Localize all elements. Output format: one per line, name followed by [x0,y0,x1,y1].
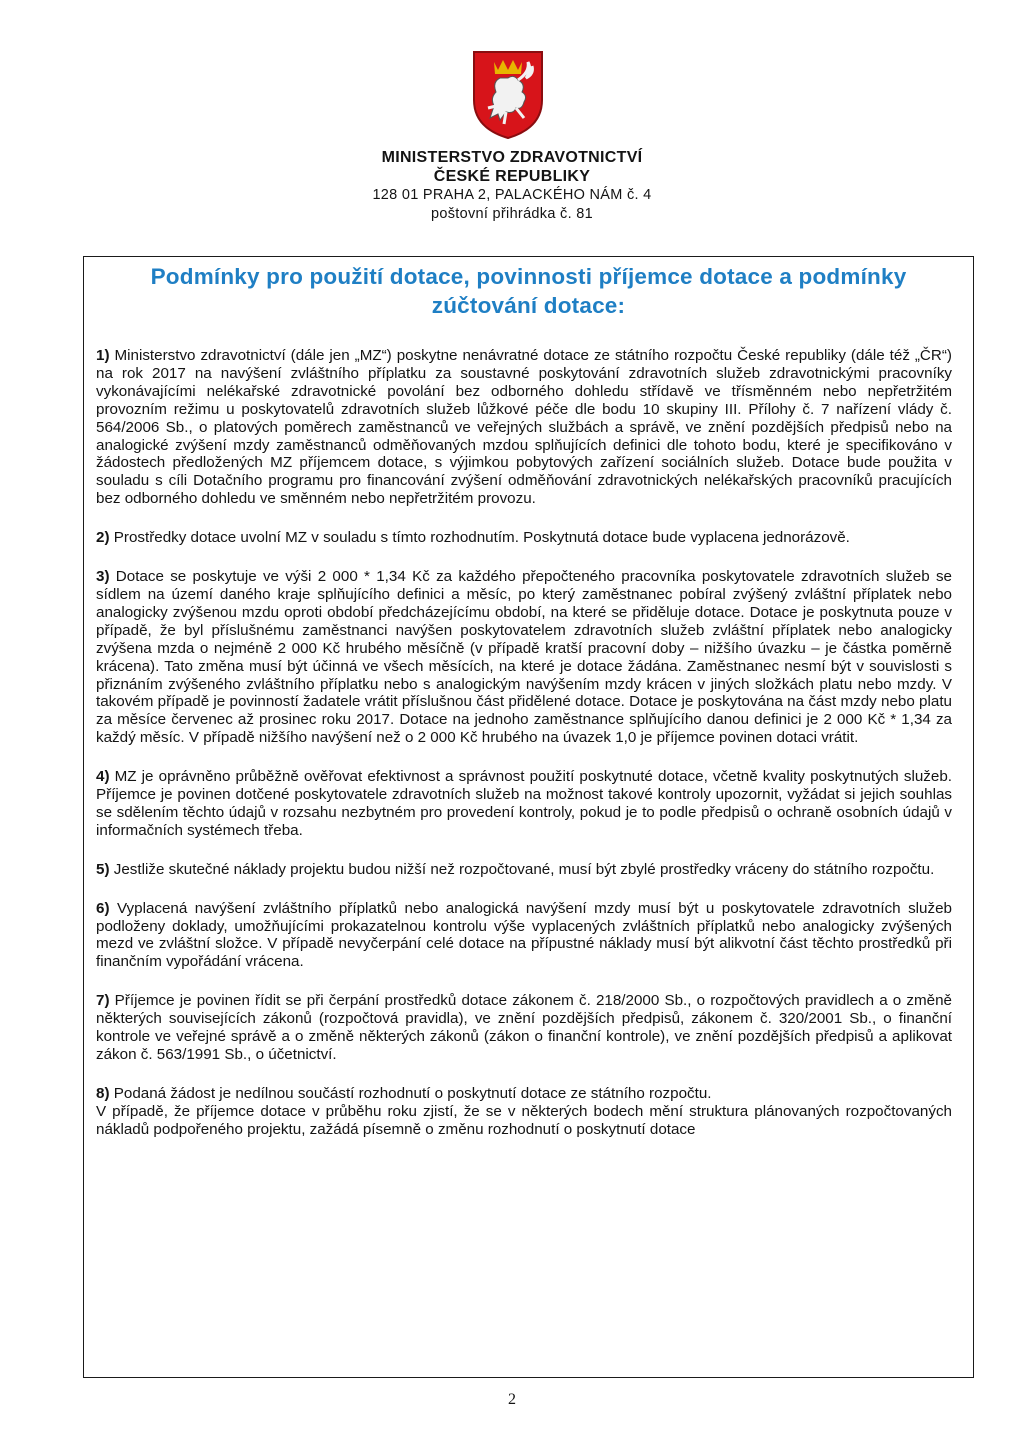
condition-number: 1) [96,347,110,364]
ministry-address: 128 01 PRAHA 2, PALACKÉHO NÁM č. 4 [372,187,652,203]
condition-text: Prostředky dotace uvolní MZ v souladu s tímto rozhodnutím. Poskytnutá dotace bude vyplacena jednorázově. [113,529,850,547]
condition-paragraph [96,992,952,1064]
ministry-po-box: poštovní přihrádka č. 81 [431,206,593,222]
ministry-name: MINISTERSTVO ZDRAVOTNICTVÍ [381,149,643,166]
condition-number: 7) [96,992,110,1010]
condition-paragraph [96,529,952,547]
condition-text: Dotace se poskytuje ve výši 2 000 * 1,34 Kč za každého přepočteného pracovníka poskytovatele zdravotních služeb se sídlem na území daného kraje splňujícího definici a měsíc, po který zaměstnanec pobíral zvýšený zvláštní příplatek nebo analogicky zvýšenou mzdu oproti období předcházejícímu období, na které se přiděluje dotace. Dotace je poskytnuta pouze v případě, že byl příslušnému zaměstnanci navýšen poskytovatelem zdravotních služeb zvláštní příplatek nebo analogicky zvýšena mzda o nejméně 2 000 Kč hrubého měsíčně (v případě kratší pracovní doby – nižšího úvazku – je částka poměrně krácena). Tato změna musí být účinná ve všech měsících, na které je dotace žádána. Zaměstnanec nesmí být v souvislosti s přiznáním zvýšeného zvláštního příplatku nebo s analogickým navýšením mzdy krácen v jiných složkách platu nebo mzdy. V takovém případě je povinností žadatele vrátit příslušnou část přidělené dotace. Dotace je poskytována na část mzdy nebo platu za měsíce červenec až prosinec roku 2017. Dotace na jednoho zaměstnance splňujícího danou definici je 2 000 Kč * 1,34 za každý měsíc. V případě nižšího navýšení než o 2 000 Kč hrubého na úvazek 1,0 je příjemce povinen dotaci vrátit. [96,568,952,747]
page-number: 2 [508,1391,516,1408]
condition-number: 6) [96,899,110,917]
condition-number: 3) [96,568,110,586]
ministry-country: ČESKÉ REPUBLIKY [433,168,591,185]
condition-number: 2) [96,529,110,547]
condition-text: Podaná žádost je nedílnou součástí rozhodnutí o poskytnutí dotace ze státního rozpočtu. [113,1084,712,1102]
condition-text: Jestliže skutečné náklady projektu budou nižší než rozpočtované, musí být zbylé prostředky vráceny do státního rozpočtu. [113,860,935,878]
condition-number: 4) [96,768,110,786]
condition-text: Vyplacená navýšení zvláštního příplatků nebo analogická navýšení mzdy musí být u poskytovatele zdravotních služeb podloženy doklady, umožňujícími prokazatelnou kontrolu výše vyplacených zvláštních příplatků nebo analogicky zvýšených mezd ve zvláštní složce. V případě nevyčerpání celé dotace na přípustné náklady musí být alikvotní část těchto prostředků při finančním vypořádání vrácena. [96,899,952,971]
czech-coat-of-arms-icon [470,48,546,140]
section-title [83,262,974,320]
condition-paragraph [96,768,952,840]
section-title-line2: zúčtování dotace: [431,293,626,318]
condition-paragraph [96,900,952,972]
conditions-list [96,347,952,1139]
condition-paragraph [96,347,952,508]
condition-text: Příjemce je povinen řídit se při čerpání prostředků dotace zákonem č. 218/2000 Sb., o rozpočtových pravidlech a o změně některých souvisejících zákonů (rozpočtová pravidla), ve znění pozdějších předpisů, zákonem č. 320/2001 Sb., o finanční kontrole ve veřejné správě a o změně některých zákonů (zákon o finanční kontrole), ve znění pozdějších předpisů a aplikovat zákon č. 563/1991 Sb., o účetnictví. [96,992,952,1063]
condition-continuation: V případě, že příjemce dotace v průběhu roku zjistí, že se v některých bodech mění struktura plánovaných rozpočtovaných nákladů podpořeného projektu, zažádá písemně o změnu rozhodnutí o poskytnutí dotace [96,1102,952,1138]
condition-paragraph [96,861,952,879]
section-title-line1: Podmínky pro použití dotace, povinnosti příjemce dotace a podmínky [150,264,907,289]
condition-text: MZ je oprávněno průběžně ověřovat efektivnost a správnost použití poskytnuté dotace, včetně kvality poskytnutých služeb. Příjemce je povinen dotčené poskytovatele zdravotních služeb na možnost takové kontroly upozornit, vyžádat si jejich souhlas se sdělením těchto údajů v rozsahu nezbytném pro provedení kontroly, pokud je to podle předpisů o ochraně osobních údajů v informačních systémech třeba. [96,768,952,839]
condition-paragraph [96,1085,952,1103]
condition-paragraph [96,568,952,747]
condition-number: 5) [96,860,110,878]
condition-text: Ministerstvo zdravotnictví (dále jen „MZ“) poskytne nenávratné dotace ze státního rozpočtu České republiky (dále též „ČR“) na rok 2017 na navýšení zvláštního příplatku za soustavné poskytování zdravotních služeb zdravotnickými pracovníky vykonávajícími nelékařské zdravotnické povolání bez odborného dohledu střídavě ve třísměnném nebo nepřetržitém provozním režimu u poskytovatelů zdravotních služeb lůžkové péče dle bodu 10 skupiny III. Přílohy č. 7 nařízení vlády č. 564/2006 Sb., o platových poměrech zaměstnanců ve veřejných službách a správě, ve znění pozdějších předpisů nebo na analogické zvýšení mzdy zaměstnanců odměňovaných mzdou splňujících definici dle tohoto bodu, které je specifikováno v žádostech předložených MZ příjemcem dotace, s výjimkou pobytových zařízení sociálních služeb. Dotace bude použita v souladu s cíli Dotačního programu pro financování zvýšení odměňování zdravotnických nelékařských pracovníků pracujících bez odborného dohledu ve směnném nebo nepřetržitém provozu. [96,347,952,508]
letterhead [0,148,1024,224]
condition-number: 8) [96,1084,110,1102]
